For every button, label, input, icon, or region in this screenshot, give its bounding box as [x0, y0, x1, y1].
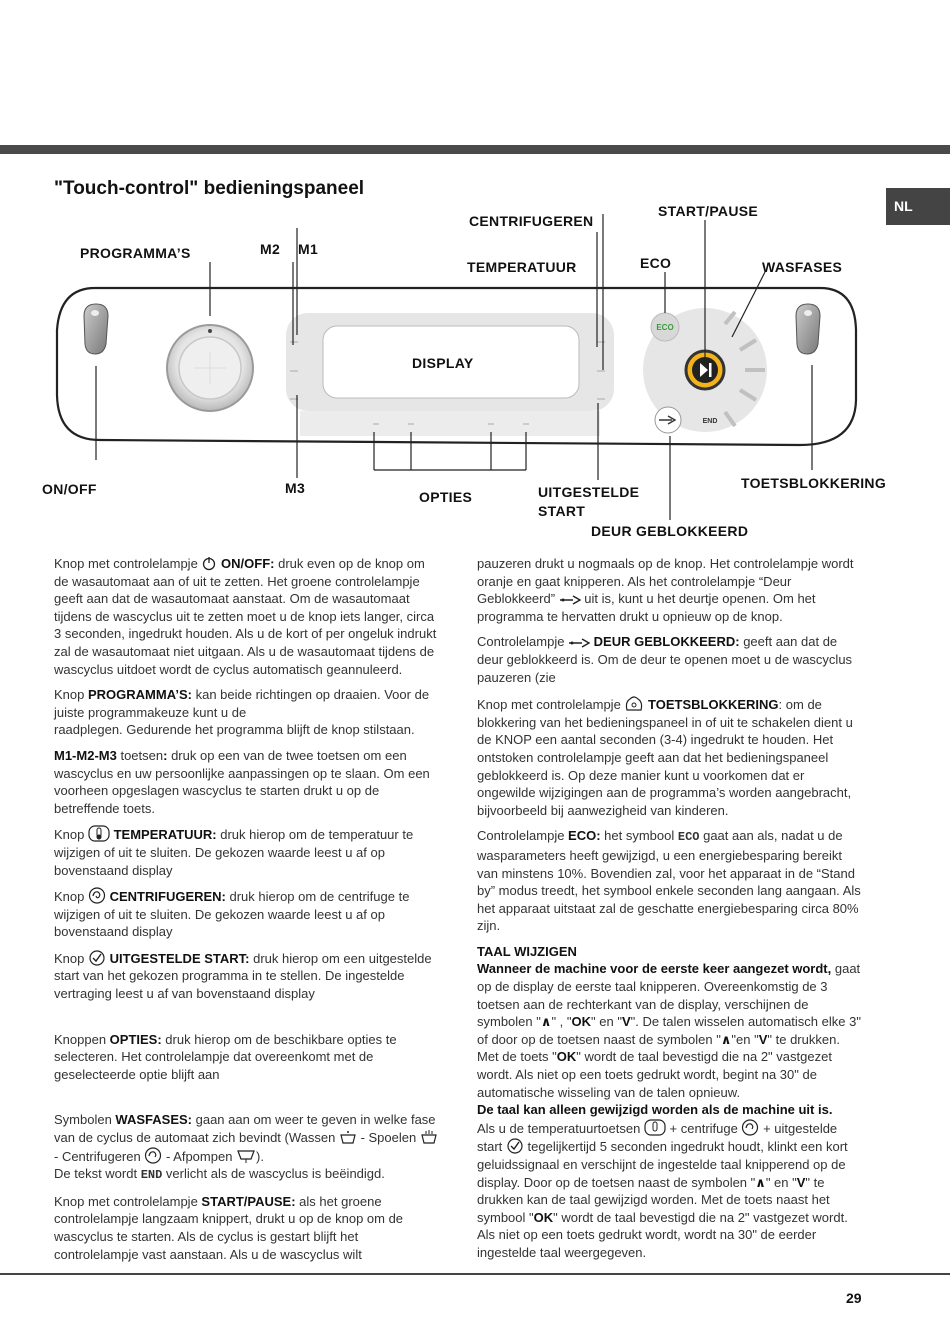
para-pauzeren: pauzeren drukt u nogmaals op de knop. Het controlelampje wordt oranje en gaat knipperen. Als het controlelampje “Deur Geblokkeerd” uit is, kunt u het deurtje openen. Om het programma te hervatten drukt u opnieuw op de knop. [477, 556, 854, 624]
right-column [477, 555, 865, 1270]
page-number: 29 [846, 1290, 862, 1306]
spin-icon [88, 887, 106, 904]
para-temperatuur: Knop TEMPERATUUR: druk hierop om de temperatuur te wijzigen of uit te sluiten. De gekozen waarde leest u af op bovenstaand display [54, 827, 414, 878]
delay-start-icon [88, 949, 106, 966]
para-eco: Controlelampje ECO: het symbool ECO gaat aan als, nadat u de wasparameters heeft gewijzigd, u een energiebesparing bereikt van minstens 10%. Bovendien zal, voor het apparaat in de “Stand by” modus treedt, het symbool enkele seconden lang aangaan. Als het apparaat uitstaat zal de geschatte energiebesparing circa 80% zijn. [477, 828, 861, 934]
para-taal-1: Wanneer de machine voor de eerste keer aangezet wordt, gaat op de display de eerste taal knipperen. Overeenkomstig de 3 toetsen aan de rechterkant van de display, verschijnen de symbolen "∧" , "OK" en "V". De talen wisselen automatisch elke 3" of door op de toetsen naast de symbolen "∧"en "V" te drukken. Met de toets "OK" wordt de taal bevestigd die na 2" vastgezet wordt. Als niet op een toets gedrukt wordt, begint na 30" de automatische wisseling van de talen opnieuw. [477, 961, 861, 1100]
para-on-off: Knop met controlelampje ON/OFF: druk even op de knop om de wasautomaat aan of uit te zetten. Het groene controlelampje geeft aan dat de wasautomaat aanstaat. Om de wasautomaat tijdens de wascyclus uit te zetten moet u de knop iets langer, circa 3 seconden, ingedrukt houden. Als u de kort of per ongeluk indrukt zal de wasautomaat niet uitgaan. Als u de wasautomaat tijdens de wascyclus uitdoet wordt de cyclus automatisch geannuleerd. [54, 556, 437, 677]
label-m3: M3 [285, 480, 306, 496]
door-lock-icon-2 [568, 637, 590, 649]
section-title: "Touch-control" bedieningspaneel [54, 178, 365, 199]
spin-phase-icon [144, 1147, 162, 1164]
label-wasfases: WASFASES [762, 259, 843, 275]
eco-badge: ECO [656, 323, 674, 332]
end-label: END [702, 418, 718, 425]
temperature-icon [88, 825, 110, 842]
left-column [54, 555, 442, 1271]
spin-icon-2 [741, 1119, 759, 1136]
drain-icon [236, 1147, 256, 1164]
heading-taal: TAAL WIJZIGEN [477, 943, 577, 959]
para-toetsblokkering: Knop met controlelampje TOETSBLOKKERING: om de blokkering van het bedieningspaneel in of uit te schakelen dient u de KNOP een aantal seconden (3-4) ingedrukt te houden. Het ontstoken controlelampje geeft aan dat het bedieningspaneel geblokkeerd is. Op deze manier kunt u voorkomen dat er ongewilde wijzigingen aan de programma’s worden aangebracht, bijvoorbeeld bij aanwezigheid van kinderen. [477, 694, 865, 819]
label-deur-geblokkeerd: DEUR GEBLOKKEERD [591, 523, 749, 539]
label-start-pause: START/PAUSE [658, 203, 759, 219]
label-programmas: PROGRAMMA’S [80, 245, 191, 261]
end-text: END [140, 1168, 163, 1183]
delay-start-icon-2 [506, 1137, 524, 1154]
label-toetsblokkering: TOETSBLOKKERING [741, 475, 887, 491]
label-m2: M2 [260, 241, 281, 257]
language-tab: NL [886, 188, 950, 225]
label-eco: ECO [640, 255, 672, 271]
para-taal-2: De taal kan alleen gewijzigd worden als de machine uit is. Als u de temperatuurtoetsen + centrifuge + uitgestelde start tegelijkertijd 5 seconden ingedrukt houdt, klinkt een kort geluidssignaal en verschijnt de ingestelde taal knipperend op de display. Door op de toetsen naast de symbolen "∧" en "V" te drukken kan de taal gewijzigd worden. Met de toets naast het symbool "OK" wordt de taal bevestigd die na 2" vastgezet wordt. Als niet op een toets gedrukt wordt, wordt na 30" de eerder ingestelde taal weergegeven. [477, 1102, 848, 1260]
para-programmas: Knop PROGRAMMA’S: kan beide richtingen op draaien. Voor de juiste programmakeuze kunt u de raadplegen. Gedurende het programma blijft de knop stilstaan. [54, 687, 430, 738]
para-opties: Knoppen OPTIES: druk hierop om de beschikbare opties te selecteren. Het controlelampje dat overeenkomt met de geselecteerde optie blijft aan [54, 1031, 397, 1082]
rinse-icon [420, 1129, 438, 1145]
power-icon [201, 556, 217, 571]
eco-text: ECO [677, 830, 700, 845]
para-deur: Controlelampje DEUR GEBLOKKEERD: geeft aan dat de deur geblokkeerd is. Om de deur te openen moet u de wascyclus pauzeren (zie [477, 634, 853, 685]
para-start-pause: Knop met controlelampje START/PAUSE: als het groene controlelampje langzaam knippert, drukt u op de knop om de wascyclus te starten. Als de cyclus is gestart blijft het controlelampje vast aanstaan. Als u de wascyclus wilt [54, 1193, 404, 1262]
door-lock-icon [559, 594, 581, 606]
label-display: DISPLAY [412, 355, 474, 371]
temperature-icon-2 [644, 1119, 666, 1136]
label-uitgestelde: UITGESTELDE [538, 484, 640, 500]
para-uitgestelde-start: Knop UITGESTELDE START: druk hierop om een uitgestelde start van het gekozen programma in te stellen. De ingestelde vertraging leest u af van bovenstaand display [54, 950, 432, 1002]
label-opties: OPTIES [419, 489, 473, 505]
key-lock-icon [624, 694, 644, 712]
label-temperatuur: TEMPERATUUR [467, 259, 577, 275]
para-centrifugeren: Knop CENTRIFUGEREN: druk hierop om de centrifuge te wijzigen of uit te sluiten. De gekozen waarde leest u af op bovenstaand display [54, 889, 410, 940]
footer-line [0, 1273, 950, 1275]
label-uitgestelde-start: START [538, 503, 586, 519]
options-strip [300, 411, 600, 436]
label-centrifugeren: CENTRIFUGEREN [469, 213, 594, 229]
label-m1: M1 [298, 241, 319, 257]
label-on-off: ON/OFF [42, 481, 97, 497]
para-m-keys: M1-M2-M3 toetsen: druk op een van de twee toetsen om een wascyclus en uw persoonlijke aanpassingen op te slaan. Om een voorheen opgeslagen wascyclus te starten drukt u op de betreffende toets. [54, 747, 430, 816]
wash-icon [339, 1129, 357, 1145]
para-wasfases: Symbolen WASFASES: gaan aan om weer te geven in welke fase van de cyclus de automaat zich bevindt (Wassen - Spoelen - Centrifugeren - Afpompen ). De tekst wordt END verlicht als de wascyclus is beëindigd. [54, 1111, 442, 1184]
